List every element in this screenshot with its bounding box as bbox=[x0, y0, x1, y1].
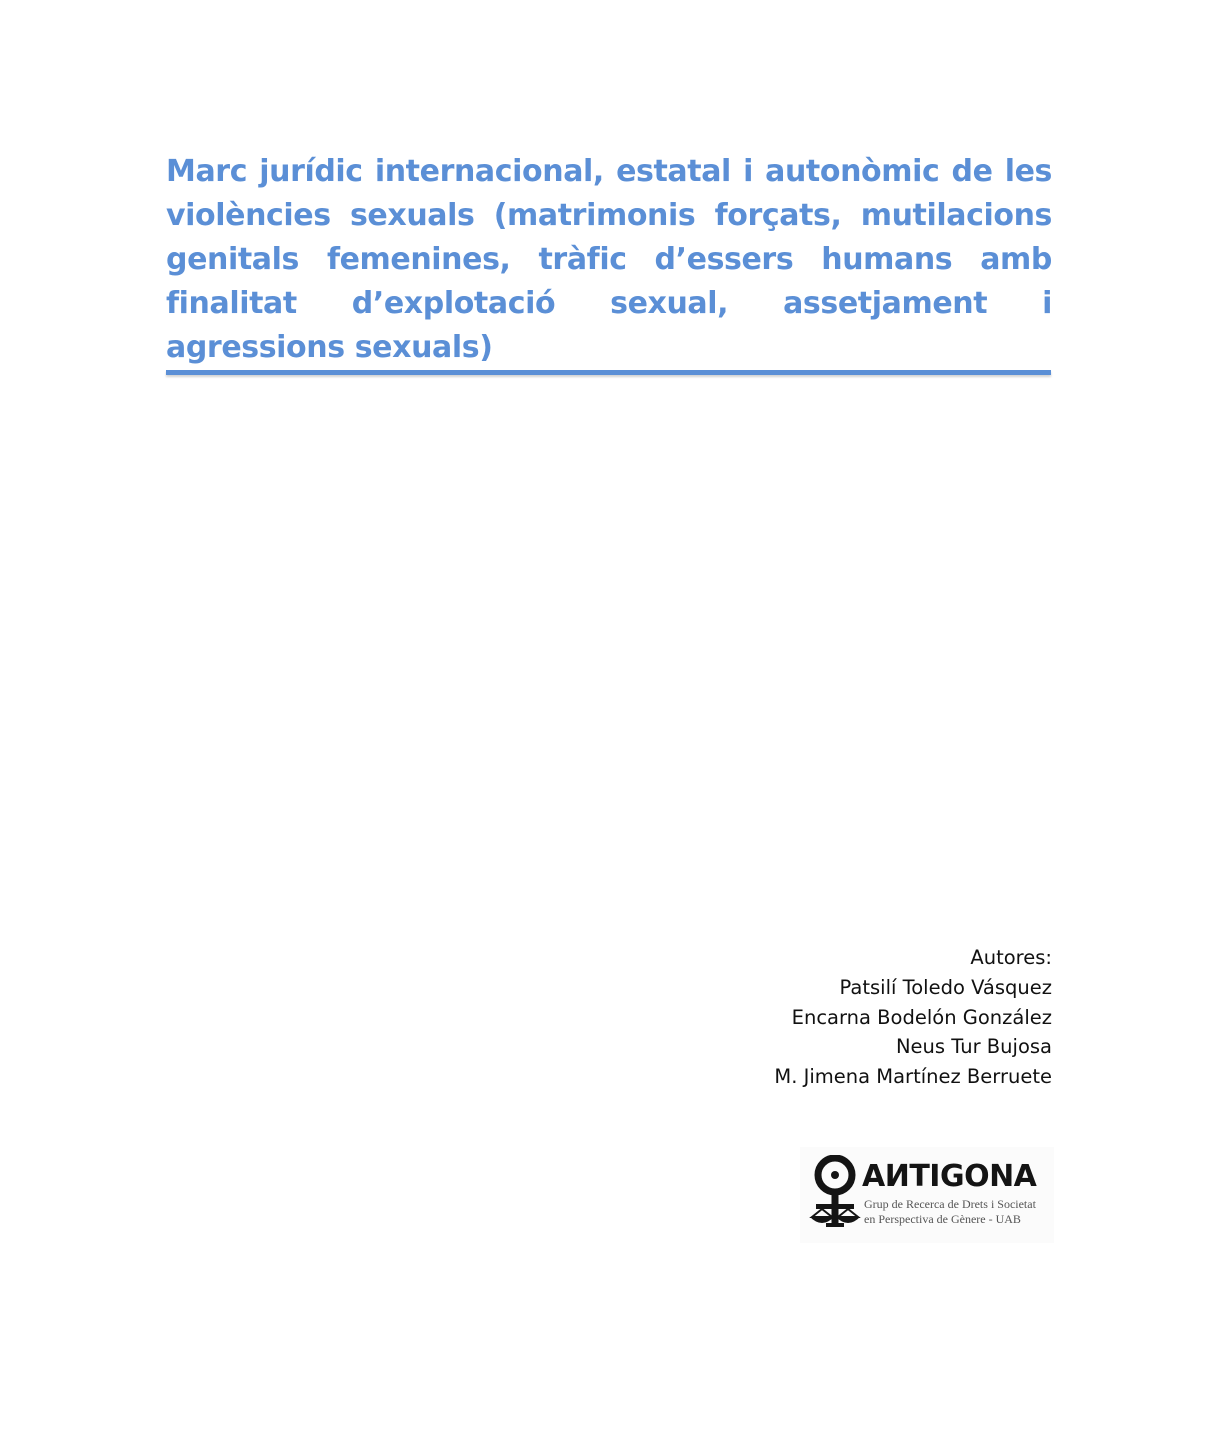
author-name: Neus Tur Bujosa bbox=[895, 1035, 1052, 1059]
authors-block bbox=[774, 943, 1052, 1092]
author-name: Patsilí Toledo Vásquez bbox=[839, 975, 1052, 999]
logo-name: AИTIGONA bbox=[862, 1159, 1037, 1194]
logo-subtitle bbox=[864, 1197, 1036, 1227]
antigona-logo bbox=[800, 1147, 1054, 1243]
logo-subtitle-line: en Perspectiva de Gènere - UAB bbox=[864, 1212, 1021, 1226]
author-name: M. Jimena Martínez Berruete bbox=[774, 1065, 1052, 1089]
title-divider bbox=[166, 370, 1051, 375]
venus-scales-icon bbox=[808, 1155, 864, 1233]
author-name: Encarna Bodelón González bbox=[791, 1005, 1052, 1029]
authors-label: Autores: bbox=[970, 946, 1052, 969]
logo-subtitle-line: Grup de Recerca de Drets i Societat bbox=[864, 1197, 1036, 1211]
document-title: Marc jurídic internacional, estatal i autonòmic de les violències sexuals (matrimonis forçats, mutilacions genitals femenines, tràfic d’essers humans amb finalitat d’explotació sexual, assetjament i agressions sexuals) bbox=[166, 154, 1052, 365]
